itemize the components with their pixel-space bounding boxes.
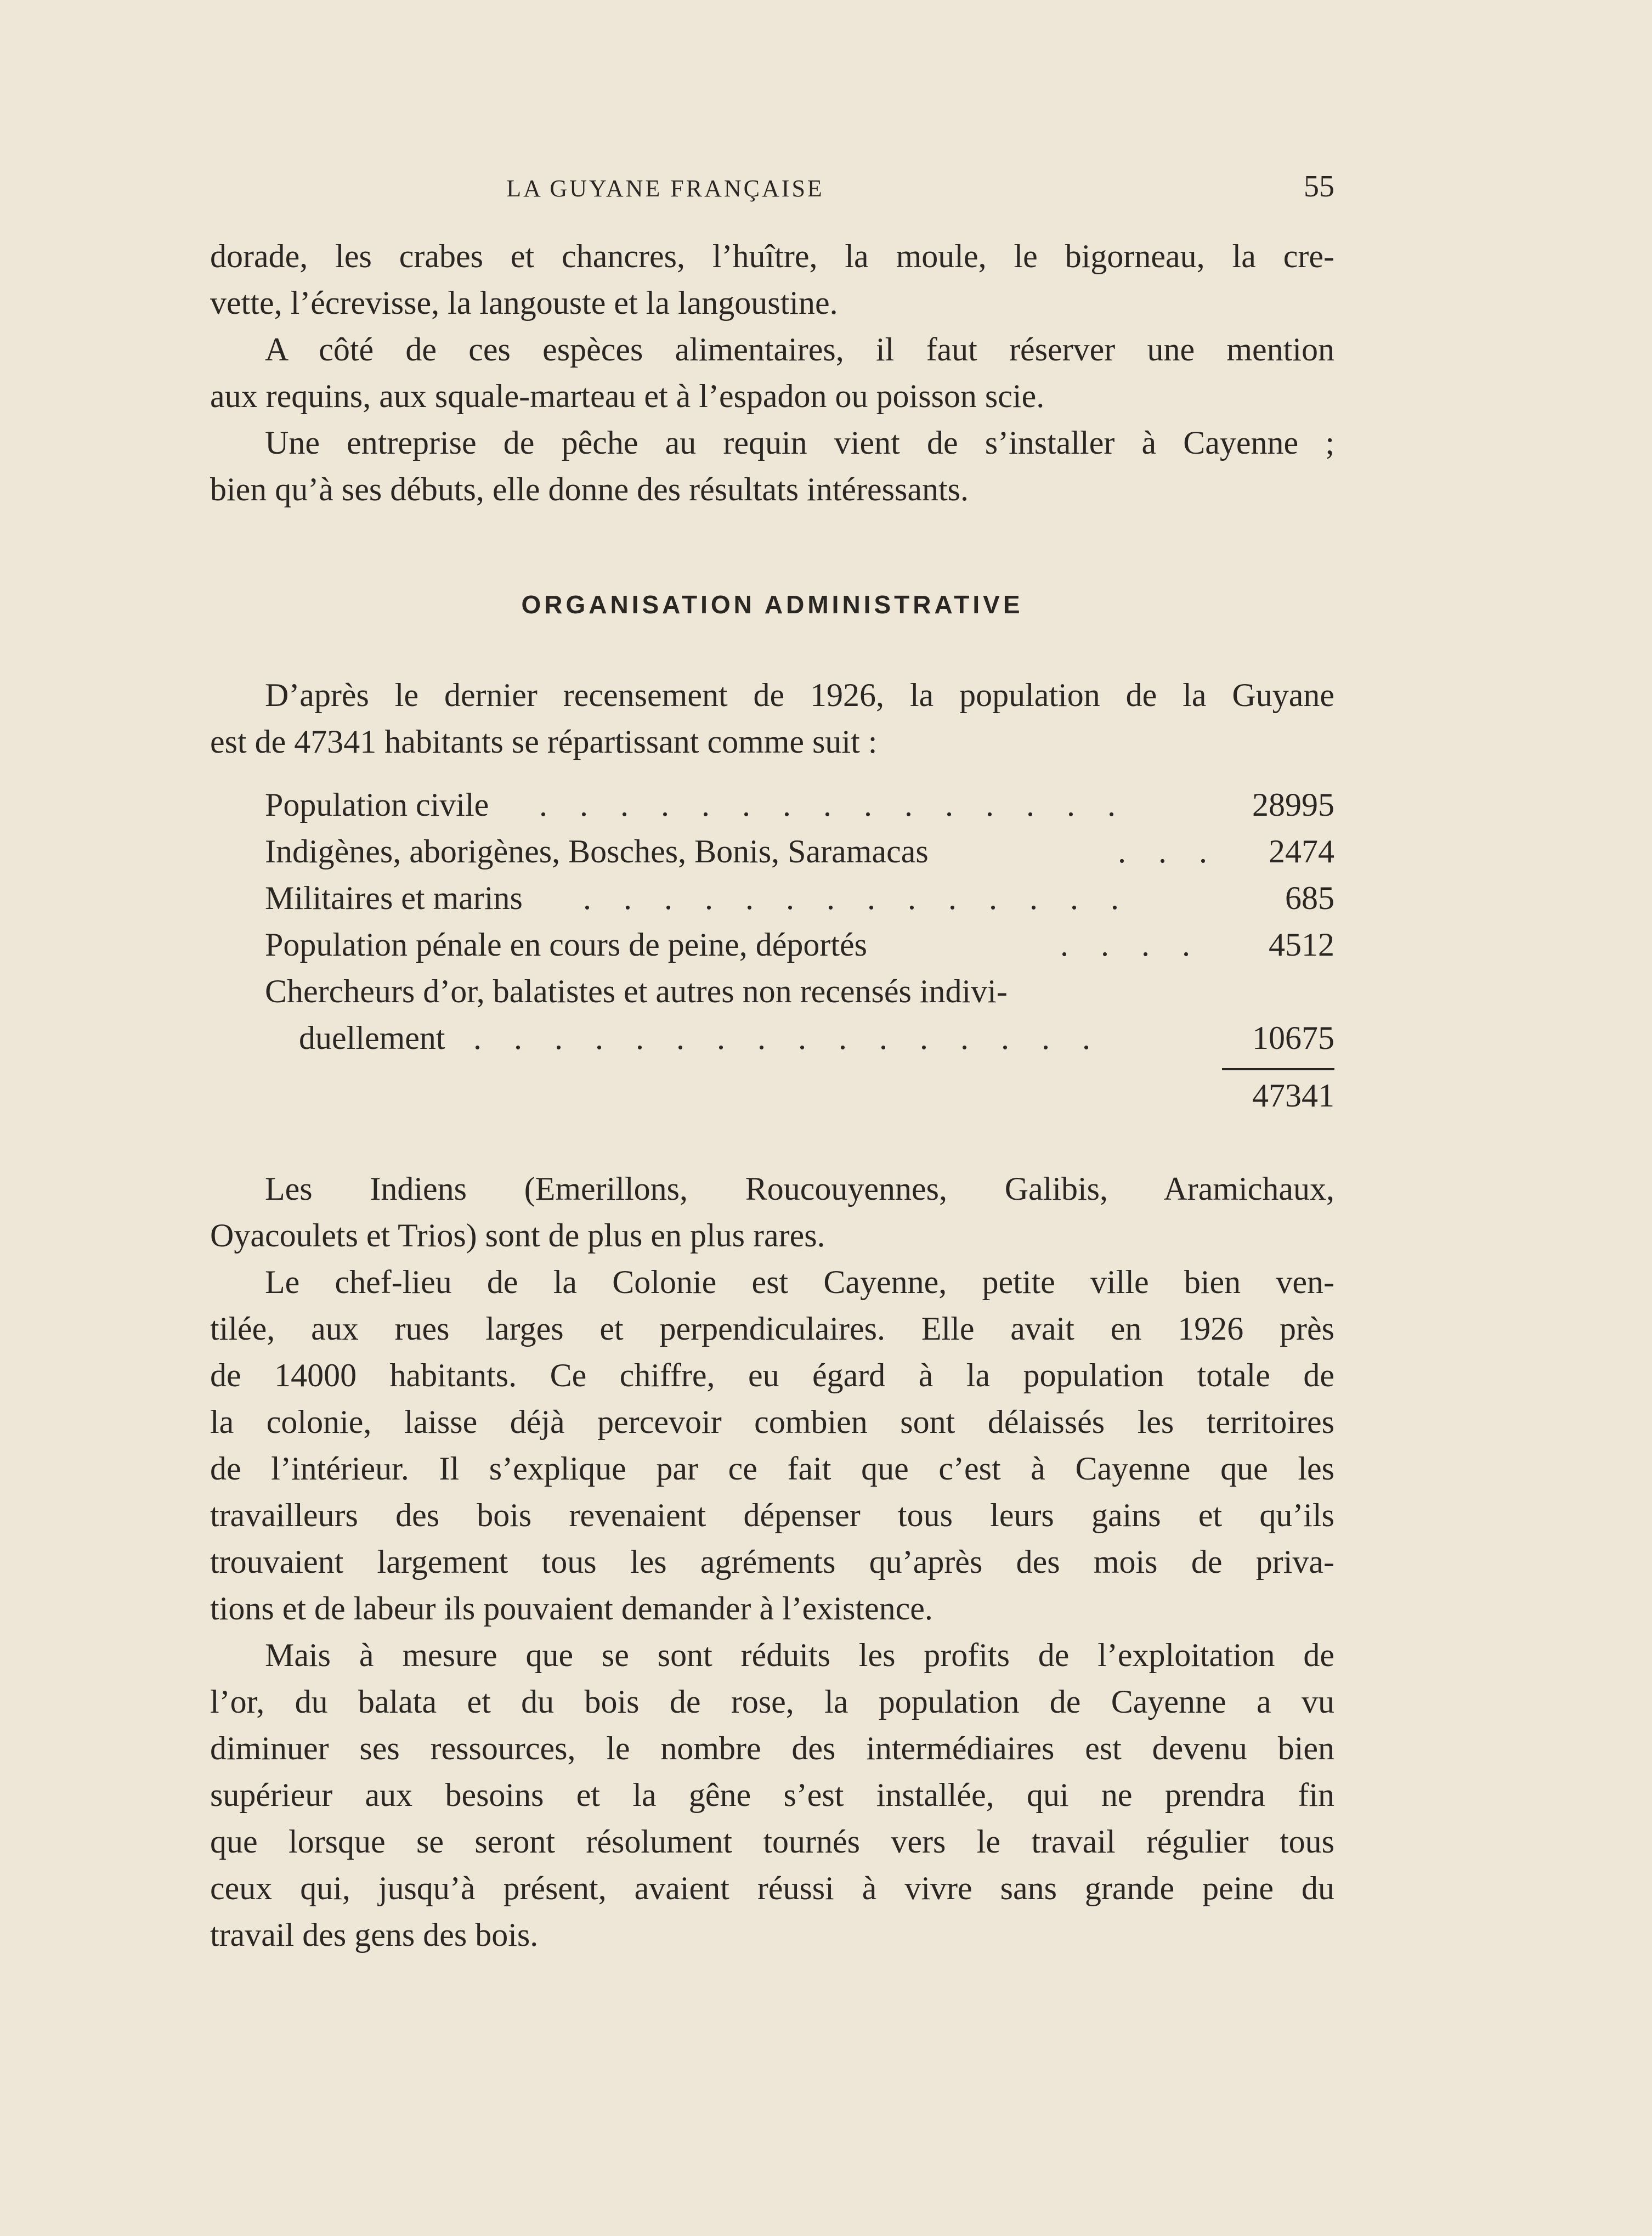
total-value: 47341 bbox=[1252, 1077, 1334, 1114]
text-line: bien qu’à ses débuts, elle donne des résultats intéressants. bbox=[210, 471, 969, 507]
row-value: 2474 bbox=[1269, 833, 1334, 869]
row-label: Indigènes, aborigènes, Bosches, Bonis, Saramacas bbox=[265, 833, 929, 869]
table-row bbox=[265, 828, 1334, 875]
book-page bbox=[210, 0, 1334, 2236]
total-rule-row bbox=[265, 1061, 1334, 1072]
table-row bbox=[265, 875, 1334, 922]
row-label: Militaires et marins bbox=[265, 880, 523, 916]
paragraph-decline bbox=[210, 1632, 1334, 1958]
text-line: de l’intérieur. Il s’explique par ce fait que c’est à Cayenne que les bbox=[210, 1450, 1334, 1487]
dot-leader: . . . . . . . . . . . . . . . bbox=[539, 787, 1128, 823]
running-head bbox=[210, 170, 1334, 207]
total-rule bbox=[1222, 1068, 1334, 1070]
paragraph-cayenne bbox=[210, 1259, 1334, 1632]
text-line: ceux qui, jusqu’à présent, avaient réussi à vivre sans grande peine du bbox=[210, 1870, 1334, 1906]
text-line: Une entreprise de pêche au requin vient de s’installer à Cayenne ; bbox=[265, 425, 1334, 461]
text-line: D’après le dernier recensement de 1926, la population de la Guyane bbox=[265, 677, 1334, 713]
text-line: Les Indiens (Emerillons, Roucouyennes, Galibis, Aramichaux, bbox=[265, 1171, 1334, 1207]
table-row bbox=[265, 922, 1334, 968]
row-label: Population pénale en cours de peine, déportés bbox=[265, 927, 867, 963]
text-line: dorade, les crabes et chancres, l’huître, la moule, le bigorneau, la cre- bbox=[210, 238, 1334, 274]
row-label: duellement bbox=[299, 1020, 445, 1056]
text-line: Mais à mesure que se sont réduits les profits de l’exploitation de bbox=[265, 1637, 1334, 1673]
paragraph-shark-fishing bbox=[210, 420, 1334, 513]
text-line: l’or, du balata et du bois de rose, la population de Cayenne a vu bbox=[210, 1684, 1334, 1720]
dot-leader: . . . bbox=[1118, 833, 1219, 869]
population-table bbox=[265, 782, 1334, 1119]
table-row bbox=[265, 1015, 1334, 1061]
text-line: est de 47341 habitants se répartissant comme suit : bbox=[210, 724, 878, 760]
row-value: 10675 bbox=[1252, 1020, 1334, 1056]
text-line: Le chef-lieu de la Colonie est Cayenne, petite ville bien ven- bbox=[265, 1264, 1334, 1300]
row-value: 28995 bbox=[1252, 787, 1334, 823]
dot-leader: . . . . . . . . . . . . . . . . bbox=[473, 1020, 1102, 1056]
running-title: LA GUYANE FRANÇAISE bbox=[506, 175, 824, 202]
text-line: de 14000 habitants. Ce chiffre, eu égard à la population totale de bbox=[210, 1357, 1334, 1393]
text-line: que lorsque se seront résolument tournés vers le travail régulier tous bbox=[210, 1823, 1334, 1860]
dot-leader: . . . . bbox=[1060, 927, 1202, 963]
table-row bbox=[265, 782, 1334, 828]
text-line: supérieur aux besoins et la gêne s’est installée, qui ne prendra fin bbox=[210, 1777, 1334, 1813]
text-line: Oyacoulets et Trios) sont de plus en plus rares. bbox=[210, 1217, 825, 1253]
table-total-row bbox=[265, 1072, 1334, 1119]
dot-leader: . . . . . . . . . . . . . . bbox=[583, 880, 1131, 916]
row-label: Population civile bbox=[265, 787, 489, 823]
text-line: tions et de labeur ils pouvaient demander à l’existence. bbox=[210, 1590, 933, 1627]
text-line: travailleurs des bois revenaient dépenser tous leurs gains et qu’ils bbox=[210, 1497, 1334, 1533]
section-heading: ORGANISATION ADMINISTRATIVE bbox=[521, 590, 1023, 619]
paragraph-fish bbox=[210, 233, 1334, 326]
paragraph-census bbox=[210, 672, 1334, 765]
text-line: tilée, aux rues larges et perpendiculaires. Elle avait en 1926 près bbox=[210, 1311, 1334, 1347]
text-line: A côté de ces espèces alimentaires, il faut réserver une mention bbox=[265, 331, 1334, 368]
paragraph-sharks bbox=[210, 326, 1334, 420]
text-line: vette, l’écrevisse, la langouste et la langoustine. bbox=[210, 285, 838, 321]
page-number: 55 bbox=[1304, 170, 1334, 204]
text-line: la colonie, laisse déjà percevoir combien sont délaissés les territoires bbox=[210, 1404, 1334, 1440]
row-value: 685 bbox=[1285, 880, 1334, 916]
table-row bbox=[265, 968, 1334, 1015]
text-line: diminuer ses ressources, le nombre des intermédiaires est devenu bien bbox=[210, 1730, 1334, 1766]
paragraph-indians bbox=[210, 1166, 1334, 1259]
text-line: aux requins, aux squale-marteau et à l’espadon ou poisson scie. bbox=[210, 378, 1045, 414]
row-label: Chercheurs d’or, balatistes et autres non recensés indivi- bbox=[265, 973, 1008, 1009]
text-line: trouvaient largement tous les agréments qu’après des mois de priva- bbox=[210, 1544, 1334, 1580]
row-value: 4512 bbox=[1269, 927, 1334, 963]
text-line: travail des gens des bois. bbox=[210, 1917, 539, 1953]
